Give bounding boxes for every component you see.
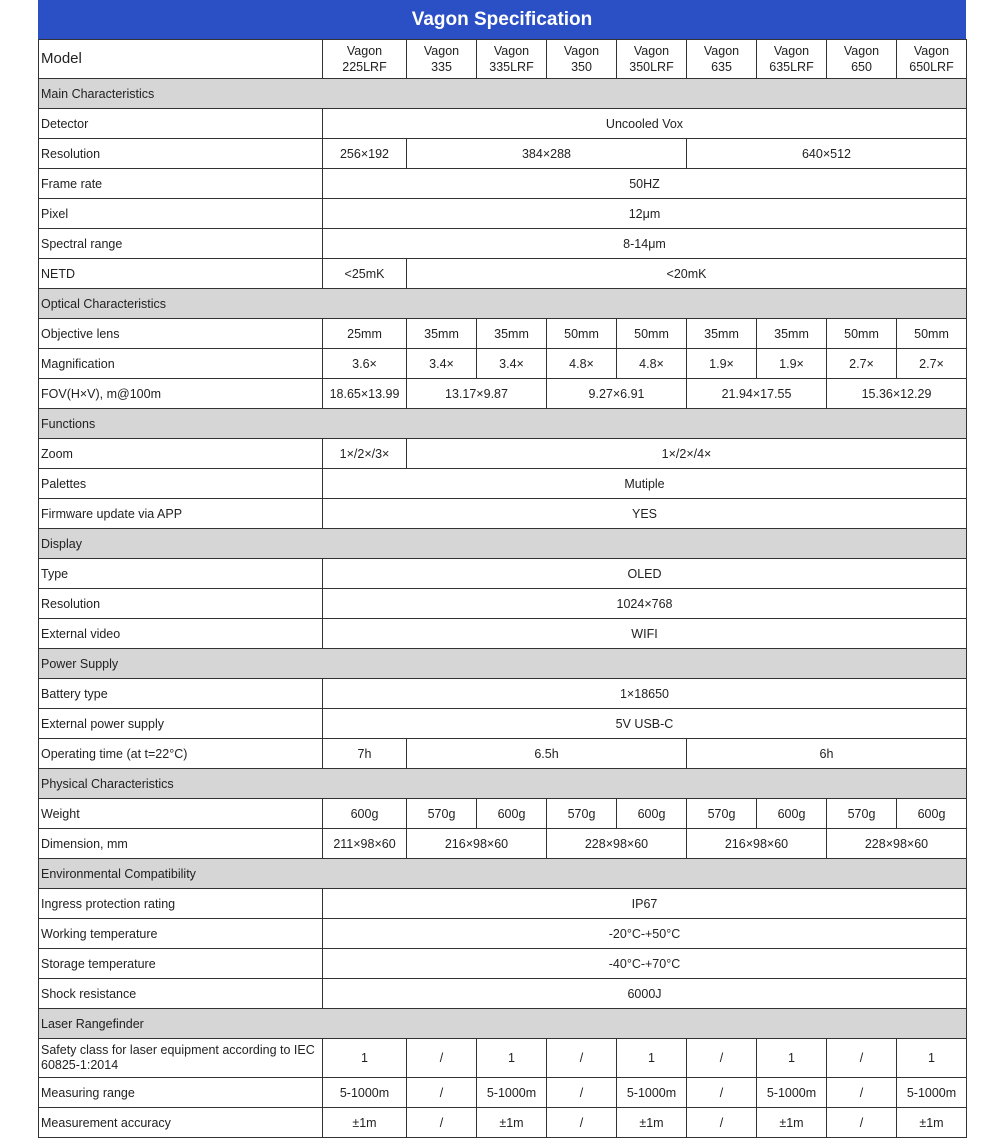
model-header-row [39, 40, 967, 79]
spec-value: 640×512 [687, 139, 967, 169]
spec-value: 1.9× [757, 349, 827, 379]
spec-label: Operating time (at t=22°C) [39, 739, 323, 769]
spec-label: Measuring range [39, 1078, 323, 1108]
spec-value: -20°C-+50°C [323, 919, 967, 949]
spec-value: 7h [323, 739, 407, 769]
spec-row [39, 379, 967, 409]
spec-value: OLED [323, 559, 967, 589]
spec-value: 600g [323, 799, 407, 829]
spec-row [39, 109, 967, 139]
spec-row [39, 169, 967, 199]
spec-label: Dimension, mm [39, 829, 323, 859]
spec-label: External video [39, 619, 323, 649]
section-title: Laser Rangefinder [39, 1009, 967, 1039]
spec-value: 1.9× [687, 349, 757, 379]
page-title: Vagon Specification [38, 0, 966, 39]
spec-value: 15.36×12.29 [827, 379, 967, 409]
spec-row [39, 979, 967, 1009]
spec-value: 211×98×60 [323, 829, 407, 859]
spec-value: / [827, 1078, 897, 1108]
spec-value: / [407, 1078, 477, 1108]
spec-row [39, 949, 967, 979]
spec-value: 384×288 [407, 139, 687, 169]
spec-value: ±1m [477, 1108, 547, 1138]
spec-label: Frame rate [39, 169, 323, 199]
spec-value: 256×192 [323, 139, 407, 169]
section-header-row [39, 769, 967, 799]
spec-row [39, 739, 967, 769]
spec-value: 570g [687, 799, 757, 829]
spec-value: 5-1000m [477, 1078, 547, 1108]
spec-row [39, 499, 967, 529]
spec-value: YES [323, 499, 967, 529]
spec-value: 8-14μm [323, 229, 967, 259]
spec-value: ±1m [897, 1108, 967, 1138]
spec-label: Safety class for laser equipment according to IEC 60825-1:2014 [39, 1039, 323, 1078]
spec-label: Pixel [39, 199, 323, 229]
spec-value: 3.6× [323, 349, 407, 379]
spec-row [39, 1108, 967, 1138]
spec-value: 25mm [323, 319, 407, 349]
spec-label: Storage temperature [39, 949, 323, 979]
spec-label: Working temperature [39, 919, 323, 949]
spec-value: / [547, 1078, 617, 1108]
spec-value: / [547, 1039, 617, 1078]
section-title: Display [39, 529, 967, 559]
spec-value: ±1m [617, 1108, 687, 1138]
spec-row [39, 1078, 967, 1108]
spec-value: 228×98×60 [827, 829, 967, 859]
spec-value: 35mm [757, 319, 827, 349]
spec-label: Resolution [39, 589, 323, 619]
spec-value: 5-1000m [617, 1078, 687, 1108]
spec-row [39, 349, 967, 379]
spec-value: 12μm [323, 199, 967, 229]
spec-value: 35mm [687, 319, 757, 349]
spec-row [39, 199, 967, 229]
spec-value: -40°C-+70°C [323, 949, 967, 979]
spec-value: 1×/2×/4× [407, 439, 967, 469]
section-header-row [39, 1009, 967, 1039]
spec-value: 216×98×60 [407, 829, 547, 859]
spec-label: FOV(H×V), m@100m [39, 379, 323, 409]
spec-value: 50mm [827, 319, 897, 349]
spec-value: 9.27×6.91 [547, 379, 687, 409]
spec-label: Resolution [39, 139, 323, 169]
spec-value: 6.5h [407, 739, 687, 769]
spec-value: / [827, 1108, 897, 1138]
spec-value: 4.8× [617, 349, 687, 379]
spec-label: Battery type [39, 679, 323, 709]
spec-value: 3.4× [407, 349, 477, 379]
model-name: Vagon 650LRF [897, 40, 967, 79]
spec-row [39, 679, 967, 709]
spec-value: 50mm [617, 319, 687, 349]
spec-value: 5-1000m [757, 1078, 827, 1108]
model-name: Vagon 650 [827, 40, 897, 79]
spec-value: 1 [477, 1039, 547, 1078]
spec-label: External power supply [39, 709, 323, 739]
spec-value: 50mm [897, 319, 967, 349]
spec-row [39, 889, 967, 919]
section-title: Power Supply [39, 649, 967, 679]
spec-value: 2.7× [897, 349, 967, 379]
spec-row [39, 229, 967, 259]
spec-value: ±1m [323, 1108, 407, 1138]
spec-value: 35mm [477, 319, 547, 349]
spec-value: 1×18650 [323, 679, 967, 709]
model-name: Vagon 635LRF [757, 40, 827, 79]
spec-value: Mutiple [323, 469, 967, 499]
spec-label: Spectral range [39, 229, 323, 259]
model-name: Vagon 635 [687, 40, 757, 79]
spec-value: 6h [687, 739, 967, 769]
spec-label: Ingress protection rating [39, 889, 323, 919]
spec-value: / [827, 1039, 897, 1078]
spec-label: Objective lens [39, 319, 323, 349]
spec-value: 5V USB-C [323, 709, 967, 739]
spec-value: 600g [897, 799, 967, 829]
spec-value: 1 [897, 1039, 967, 1078]
section-title: Physical Characteristics [39, 769, 967, 799]
section-title: Optical Characteristics [39, 289, 967, 319]
spec-row [39, 139, 967, 169]
spec-value: Uncooled Vox [323, 109, 967, 139]
spec-value: 2.7× [827, 349, 897, 379]
model-label: Model [39, 40, 323, 79]
spec-value: 1 [757, 1039, 827, 1078]
spec-value: 1×/2×/3× [323, 439, 407, 469]
spec-value: 4.8× [547, 349, 617, 379]
spec-label: Palettes [39, 469, 323, 499]
spec-value: / [547, 1108, 617, 1138]
spec-table [38, 39, 967, 1138]
spec-row [39, 559, 967, 589]
spec-value: 50HZ [323, 169, 967, 199]
spec-row [39, 709, 967, 739]
section-header-row [39, 649, 967, 679]
model-name: Vagon 225LRF [323, 40, 407, 79]
section-title: Functions [39, 409, 967, 439]
spec-value: 13.17×9.87 [407, 379, 547, 409]
spec-row [39, 919, 967, 949]
spec-value: <20mK [407, 259, 967, 289]
spec-value: 5-1000m [323, 1078, 407, 1108]
model-name: Vagon 335 [407, 40, 477, 79]
section-header-row [39, 859, 967, 889]
spec-sheet [38, 0, 966, 1138]
spec-label: Detector [39, 109, 323, 139]
section-header-row [39, 409, 967, 439]
model-name: Vagon 335LRF [477, 40, 547, 79]
spec-value: 570g [407, 799, 477, 829]
spec-value: 1 [323, 1039, 407, 1078]
spec-value: / [687, 1108, 757, 1138]
spec-row [39, 319, 967, 349]
spec-value: 600g [477, 799, 547, 829]
spec-value: IP67 [323, 889, 967, 919]
spec-label: Firmware update via APP [39, 499, 323, 529]
spec-label: NETD [39, 259, 323, 289]
spec-value: 6000J [323, 979, 967, 1009]
section-header-row [39, 79, 967, 109]
spec-row [39, 619, 967, 649]
spec-value: 228×98×60 [547, 829, 687, 859]
spec-value: 570g [827, 799, 897, 829]
spec-label: Measurement accuracy [39, 1108, 323, 1138]
spec-row [39, 1039, 967, 1078]
spec-row [39, 829, 967, 859]
spec-label: Magnification [39, 349, 323, 379]
spec-value: 18.65×13.99 [323, 379, 407, 409]
spec-label: Type [39, 559, 323, 589]
spec-value: 600g [757, 799, 827, 829]
spec-label: Zoom [39, 439, 323, 469]
spec-row [39, 259, 967, 289]
spec-value: / [687, 1039, 757, 1078]
spec-value: / [407, 1039, 477, 1078]
spec-value: 1 [617, 1039, 687, 1078]
spec-value: ±1m [757, 1108, 827, 1138]
spec-label: Weight [39, 799, 323, 829]
spec-value: <25mK [323, 259, 407, 289]
spec-value: / [407, 1108, 477, 1138]
spec-value: 216×98×60 [687, 829, 827, 859]
spec-value: 1024×768 [323, 589, 967, 619]
section-header-row [39, 529, 967, 559]
spec-value: WIFI [323, 619, 967, 649]
model-name: Vagon 350LRF [617, 40, 687, 79]
model-name: Vagon 350 [547, 40, 617, 79]
spec-row [39, 439, 967, 469]
spec-value: 5-1000m [897, 1078, 967, 1108]
spec-value: 21.94×17.55 [687, 379, 827, 409]
spec-row [39, 469, 967, 499]
section-title: Environmental Compatibility [39, 859, 967, 889]
spec-value: 570g [547, 799, 617, 829]
spec-value: 600g [617, 799, 687, 829]
spec-value: 35mm [407, 319, 477, 349]
spec-row [39, 799, 967, 829]
spec-value: / [687, 1078, 757, 1108]
section-header-row [39, 289, 967, 319]
spec-row [39, 589, 967, 619]
spec-value: 3.4× [477, 349, 547, 379]
section-title: Main Characteristics [39, 79, 967, 109]
spec-label: Shock resistance [39, 979, 323, 1009]
spec-value: 50mm [547, 319, 617, 349]
